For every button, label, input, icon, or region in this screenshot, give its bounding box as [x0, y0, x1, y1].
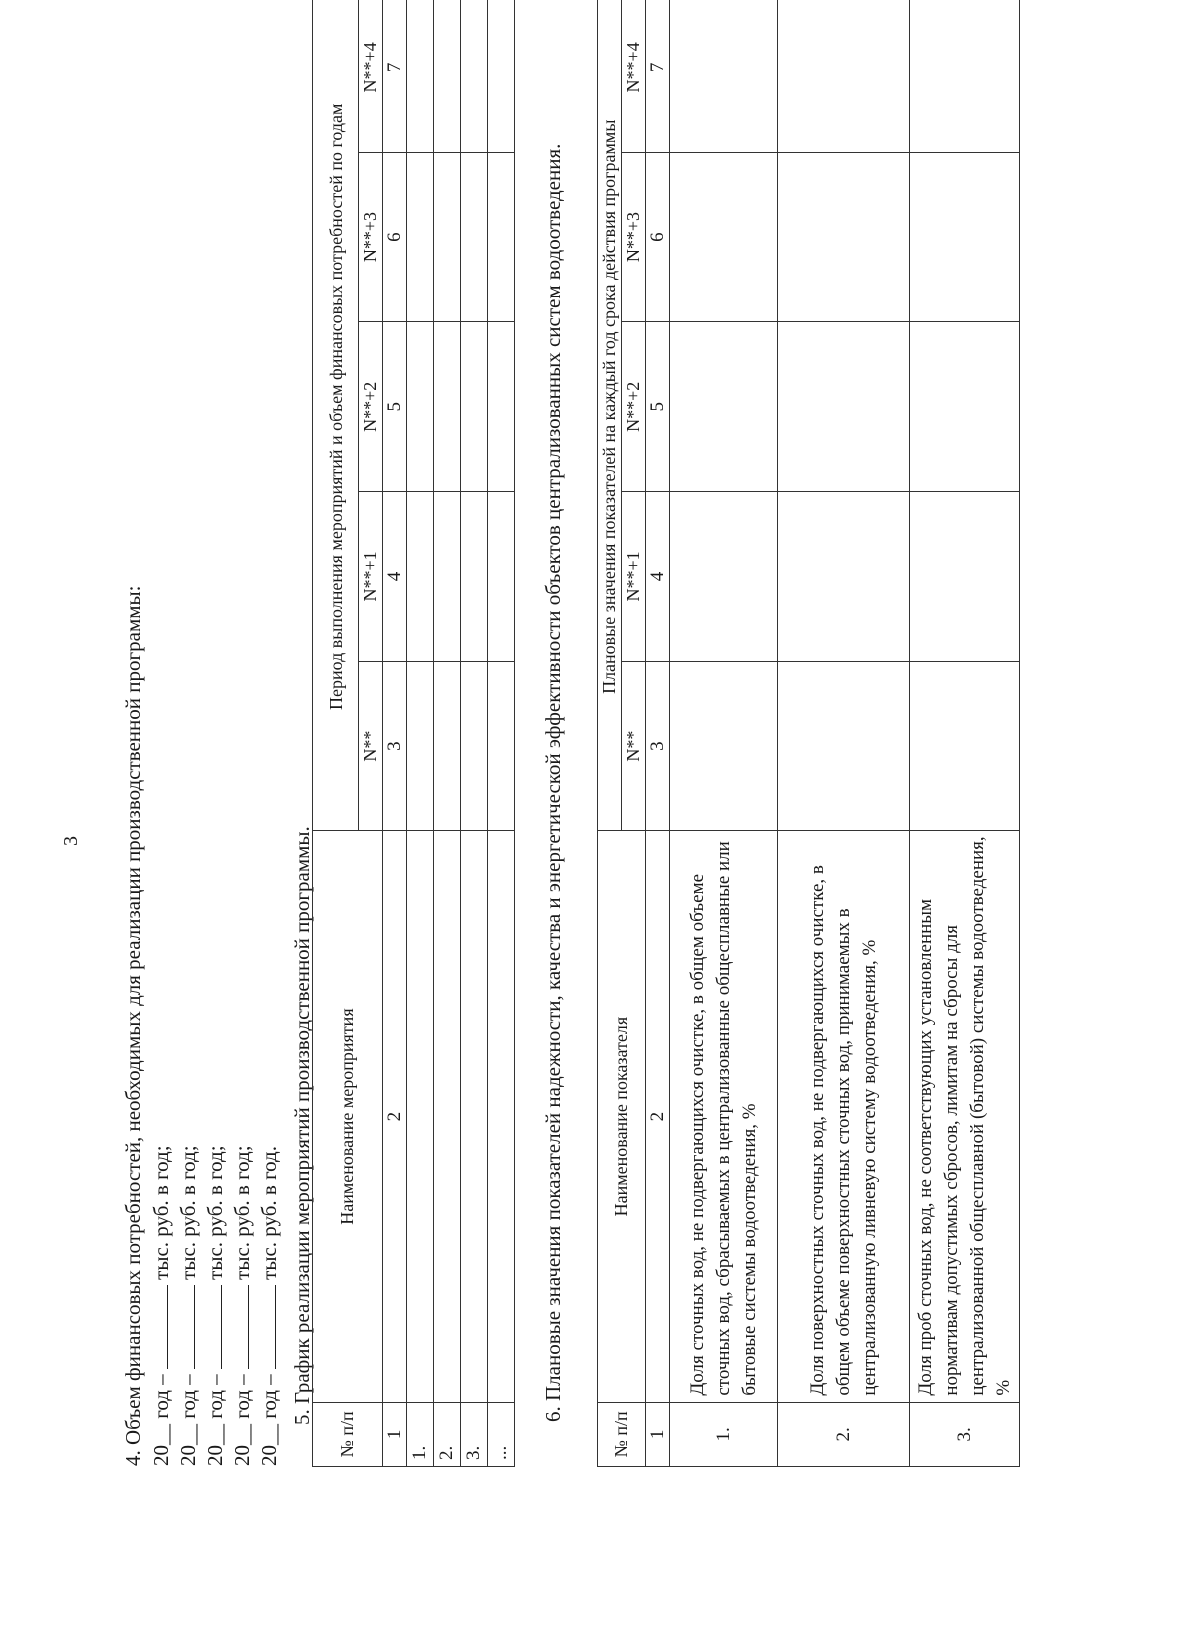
indicator-name: Доля сточных вод, не подвергающихся очистке, в общем объеме сточных вод, сбрасываемых в централизованные общесплавные или бытовые системы водоотведения, %	[670, 831, 778, 1402]
indicator-name: Доля поверхностных сточных вод, не подвергающихся очистке, в общем объеме поверхностных сточных вод, принимаемых в централизованную ливневую систему водоотведения, %	[778, 831, 910, 1402]
year-line: 20__ год – тыс. руб. в год;	[203, 1145, 227, 1466]
year-header: N**+2	[622, 322, 646, 492]
col-no-header: № п/п	[598, 1402, 646, 1466]
year-line: 20__ год – тыс. руб. в год.	[257, 1146, 281, 1466]
col-number: 1	[383, 1402, 407, 1466]
amount-blank	[178, 1285, 195, 1369]
col-number: 1	[646, 1402, 670, 1466]
table-row: 3.	[461, 0, 488, 1467]
col-number: 2	[383, 831, 407, 1402]
col-number: 4	[646, 492, 670, 662]
col-number: 3	[383, 661, 407, 831]
col-number: 6	[646, 152, 670, 322]
amount-blank	[205, 1285, 222, 1369]
section-6-heading: 6. Плановые значения показателей надежности, качества и энергетической эффективности объектов централизованных систем водоотведения.	[541, 143, 565, 1422]
year-header: N**+3	[622, 152, 646, 322]
table-row: 1.	[407, 0, 434, 1467]
year-header: N**+4	[622, 0, 646, 152]
year-header: N**	[622, 661, 646, 831]
col-number: 3	[646, 661, 670, 831]
col-number: 7	[646, 0, 670, 152]
amount-blank	[259, 1285, 276, 1369]
col-number: 2	[646, 831, 670, 1402]
col-name-header: Наименование показателя	[598, 831, 646, 1402]
col-number: 5	[383, 322, 407, 492]
table-row: 2.	[434, 0, 461, 1467]
table-row: 2. Доля поверхностных сточных вод, не подвергающихся очистке, в общем объеме поверхностных сточных вод, принимаемых в централизованную ливневую систему водоотведения, %	[778, 0, 910, 1467]
year-line: 20__ год – тыс. руб. в год;	[176, 1145, 200, 1466]
section-4	[120, 586, 283, 1466]
section-4-heading: 4. Объем финансовых потребностей, необходимых для реализации производственной программы:	[121, 585, 145, 1466]
table-row: 1. Доля сточных вод, не подвергающихся очистке, в общем объеме сточных вод, сбрасываемых в централизованные общесплавные или бытовые системы водоотведения, %	[670, 0, 778, 1467]
table-row: 3. Доля проб сточных вод, не соответствующих установленным нормативам допустимых сбросов, лимитам на сбросы для централизованной общесплавной (бытовой) системы водоотведения, %	[910, 0, 1020, 1467]
col-number: 6	[383, 152, 407, 322]
amount-blank	[151, 1285, 168, 1369]
col-name-header: Наименование мероприятия	[313, 831, 383, 1402]
year-header: N**+1	[359, 492, 383, 662]
year-header: N**+2	[359, 322, 383, 492]
table-row: ...	[488, 0, 515, 1467]
page-number: 3	[60, 836, 82, 846]
indicators-table	[597, 0, 1020, 1467]
year-header: N**+3	[359, 152, 383, 322]
year-line: 20__ год – тыс. руб. в год;	[149, 1145, 173, 1466]
year-header: N**	[359, 661, 383, 831]
col-number: 5	[646, 322, 670, 492]
year-line: 20__ год – тыс. руб. в год;	[230, 1145, 254, 1466]
year-header: N**+4	[359, 0, 383, 152]
year-header: N**+1	[622, 492, 646, 662]
schedule-table	[312, 0, 515, 1467]
section-5-heading: 5. График реализации мероприятий производственной программы.	[290, 826, 314, 1425]
col-no-header: № п/п	[313, 1402, 383, 1466]
col-number: 7	[383, 0, 407, 152]
col-period-header: Период выполнения мероприятий и объем финансовых потребностей по годам	[313, 0, 359, 831]
amount-blank	[232, 1285, 249, 1369]
col-period-header: Плановые значения показателей на каждый год срока действия программы	[598, 0, 622, 831]
indicator-name: Доля проб сточных вод, не соответствующих установленным нормативам допустимых сбросов, лимитам на сбросы для централизованной общесплавной (бытовой) системы водоотведения, %	[910, 831, 1020, 1402]
col-number: 4	[383, 492, 407, 662]
